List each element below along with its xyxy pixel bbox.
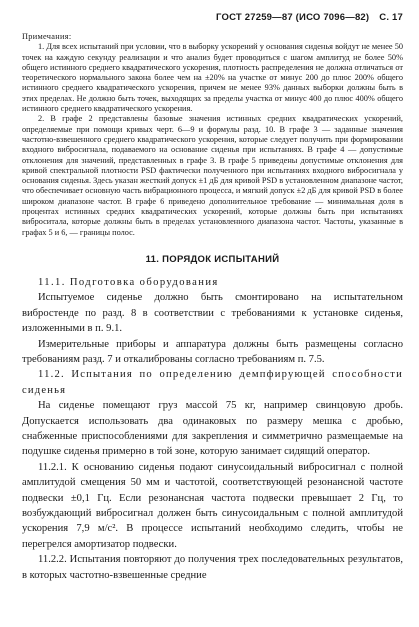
paragraph-11-2-1: 11.2.1. К основанию сиденья подают синусоидальный вибросигнал с полной амплитудой смещения 50 мм и частотой, соответствующей резонансной частоте подвески ±0,1 Гц. Если резонансная частота подвески превышает 2 Гц, то возбуждающий вибросигнал должен быть синусоидальным с полной амплитудой ускорения 7,9 м/с². В процессе испытаний необходимо следить, чтобы не перегрелся амортизатор подвески. [22,461,403,550]
subsection-11-1-heading: 11.1. Подготовка оборудования [38,276,219,288]
notes-block [22,32,403,238]
subsection-11-2-heading: 11.2. Испытания по определению демпфирующей способности сиденья [22,369,403,396]
paragraph-11-1-1: Испытуемое сиденье должно быть смонтировано на испытательном вибростенде по разд. 8 в соответствии с требованиями к установке сиденья, изложенными в п. 9.1. [22,292,403,335]
paragraph-11-1-2: Измерительные приборы и аппаратура должны быть размещены согласно требованиям разд. 7 и откалиброваны согласно требованиям п. 7.5. [22,338,403,365]
main-text [22,275,403,583]
page-number: С. 17 [379,12,403,23]
note-1: 1. Для всех испытаний при условии, что в выборку ускорений у основания сиденья войдут не менее 50 точек на каждую секунду реализации и что анализ будет проводиться с шагом амплитуд не более 50% общего истинного среднего квадратического ускорения, плотность распределения не должна отличаться от теоретического нормального закона более чем на ±20% на участке от минус 200 до плюс 200% общего истинного среднего квадратического ускорения, причем не менее 93% данных выборки должны быть в этих пределах. Не должно быть точек, выходящих за пределы участка от минус 400 до плюс 400% общего истинного среднего квадратического ускорения. [22,42,403,114]
section-title: 11. ПОРЯДОК ИСПЫТАНИЙ [145,253,280,265]
page-header [22,12,403,23]
note-2: 2. В графе 2 представлены базовые значения истинных средних квадратических ускорений, определяемые при помощи кривых черт. 6—9 и формулы разд. 10. В графе 3 — заданные значения частотно-взвешенного среднего квадратического ускорения, которые следует получить при формировании входного вибросигнала, подаваемого на основание сиденья при испытаниях. В графе 4 — допустимые отклонения для значений, представленных в графе 3. В графе 5 приведены допустимые отклонения для кривой спектральной плотности PSD фактически полученного при испытаниях входного вибросигнала у основания сиденья. Здесь указан жесткий допуск ±1 дБ для кривой PSD в установленном диапазоне частот, что обеспечивает основную часть вибрационного процесса, и мягкий допуск ±2 дБ для кривой PSD в более широком диапазоне частот. В графе 6 приведено дополнительное требование — минимальная доля в процентах истинных средних квадратических ускорений, которые должны быть при испытаниях виброситала, которые должны быть в пределах установленного диапазона частот. Частоты, указанные в графах 5 и 6, — границы полос. [22,114,403,237]
standard-number: ГОСТ 27259—87 (ИСО 7096—82) [216,12,370,23]
paragraph-11-2-intro: На сиденье помещают груз массой 75 кг, например свинцовую дробь. Допускается использовать два одинаковых по размеру мешка с дробью, снабженные приспособлениями для закрепления и симметрично размещаемые на подушке сиденья примерно в той зоне, которую занимает сидящий оператор. [22,400,403,458]
paragraph-11-2-2: 11.2.2. Испытания повторяют до получения трех последовательных результатов, в которых частотно-взвешенные средние [22,554,403,581]
notes-title: Примечания: [22,32,72,41]
